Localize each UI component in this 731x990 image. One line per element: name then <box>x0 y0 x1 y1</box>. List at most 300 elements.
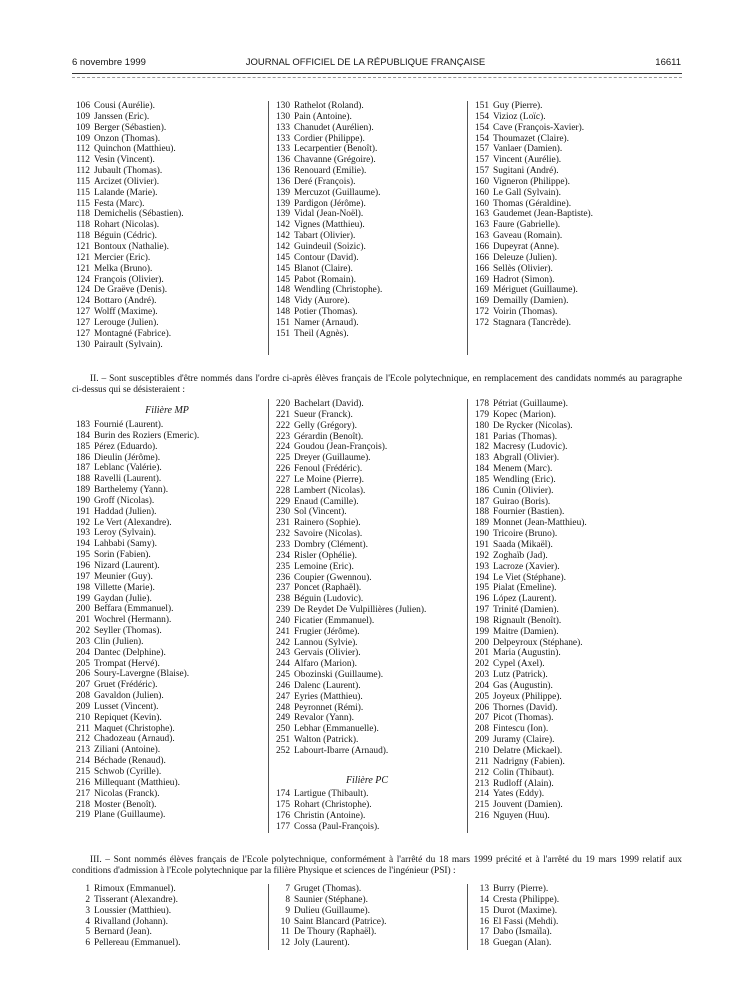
candidate-name: Lutz (Patrick). <box>493 670 548 681</box>
list-item <box>72 659 199 670</box>
candidate-name: Gervais (Olivier). <box>294 648 361 659</box>
candidate-name: Frugier (Jérôme). <box>294 626 360 637</box>
list-item <box>72 518 199 529</box>
candidate-name: Kopec (Marion). <box>493 409 556 420</box>
rank-number: 239 <box>275 605 290 616</box>
list-item <box>471 562 587 573</box>
list-item <box>471 917 559 928</box>
candidate-name: Ficatier (Emmanuel). <box>294 615 375 626</box>
rank-number: 154 <box>474 111 489 122</box>
candidate-name: Maquet (Christophe). <box>94 723 175 734</box>
rank-number: 246 <box>275 680 290 691</box>
candidate-name: Fournié (Laurent). <box>94 420 164 430</box>
rank-number: 235 <box>275 561 290 572</box>
candidate-name: Moster (Benoît). <box>94 799 157 810</box>
list-item <box>272 421 426 432</box>
list-item <box>72 318 184 329</box>
rank-number: 220 <box>275 399 290 409</box>
rank-number: 204 <box>75 647 90 658</box>
rank-number: 184 <box>474 464 489 475</box>
rank-number: 106 <box>75 101 90 111</box>
rank-number: 10 <box>280 916 290 927</box>
rank-number: 9 <box>285 905 290 916</box>
candidate-name: López (Laurent). <box>493 594 557 605</box>
list-item <box>272 329 382 340</box>
rank-number: 112 <box>76 155 90 166</box>
list-item <box>471 188 593 199</box>
rank-number: 206 <box>474 702 489 713</box>
list-item <box>471 605 587 616</box>
candidate-name: Burin des Roziers (Emeric). <box>94 430 200 441</box>
list-item <box>72 895 180 906</box>
candidate-name: Delpeyroux (Stéphane). <box>493 637 583 648</box>
candidate-name: Leblanc (Valérie). <box>94 463 162 474</box>
rank-number: 118 <box>76 220 90 231</box>
rank-number: 115 <box>76 187 90 198</box>
list-item <box>272 583 426 594</box>
list-item <box>471 800 587 811</box>
list-item <box>471 670 587 681</box>
candidate-name: Lambert (Nicolas). <box>294 485 366 496</box>
rank-number: 210 <box>474 746 489 756</box>
list-item <box>471 296 593 307</box>
candidate-name: Blanot (Claire). <box>294 263 353 274</box>
list-item <box>471 112 593 123</box>
rank-number: 142 <box>275 241 290 252</box>
candidate-name: Thomas (Géraldine). <box>493 198 572 209</box>
rank-number: 16 <box>479 916 489 927</box>
list-item <box>72 307 184 318</box>
candidate-name: Pain (Antoine). <box>294 111 352 122</box>
candidate-name: Clin (Julien). <box>94 636 144 647</box>
list-item <box>72 583 199 594</box>
column-divider <box>467 884 468 950</box>
rank-number: 142 <box>275 220 290 231</box>
list-item <box>471 540 587 551</box>
rank-number: 249 <box>275 713 290 724</box>
rank-number: 200 <box>474 637 489 648</box>
candidate-name: Vignes (Matthieu). <box>294 220 365 231</box>
candidate-name: Menem (Marc). <box>493 464 553 475</box>
list-item <box>272 573 426 584</box>
list-item <box>272 518 426 529</box>
candidate-name: Pialat (Emeline). <box>493 583 557 594</box>
list-item <box>471 264 593 275</box>
header-rule <box>72 73 682 74</box>
list-item <box>272 209 382 220</box>
rank-number: 243 <box>275 648 290 659</box>
list-item <box>471 507 587 518</box>
column-divider <box>467 399 468 833</box>
rank-number: 109 <box>75 122 90 133</box>
rank-number: 188 <box>75 474 90 485</box>
candidate-name: Abgrall (Olivier). <box>493 453 560 464</box>
rank-number: 133 <box>275 122 290 133</box>
header-rule-dashed <box>72 77 682 78</box>
list-item <box>471 275 593 286</box>
column-divider <box>268 101 269 355</box>
s3-column-3 <box>471 884 559 949</box>
rank-number: 139 <box>275 198 290 209</box>
rank-number: 6 <box>85 938 90 949</box>
candidate-name: Wendling (Eric). <box>493 474 556 485</box>
list-item <box>272 144 382 155</box>
list-item <box>72 724 199 735</box>
rank-number: 219 <box>75 810 90 821</box>
rank-number: 124 <box>75 285 90 296</box>
list-item <box>72 507 199 518</box>
list-item <box>471 464 587 475</box>
candidate-name: Ziliani (Antoine). <box>94 745 161 756</box>
rank-number: 189 <box>474 518 489 529</box>
list-item <box>471 703 587 714</box>
list-item <box>471 134 593 145</box>
candidate-name: Dantec (Delphine). <box>94 647 166 658</box>
list-item <box>272 155 382 166</box>
list-item <box>272 627 426 638</box>
candidate-name: Gavaldon (Julien). <box>94 691 164 702</box>
candidate-name: Cunin (Olivier). <box>493 485 554 496</box>
column-divider <box>268 399 269 833</box>
rank-number: 236 <box>275 572 290 583</box>
candidate-name: Colin (Thibaut). <box>493 767 554 778</box>
candidate-name: El Fassi (Mehdi). <box>493 916 559 927</box>
list-item <box>471 627 587 638</box>
list-item <box>471 895 559 906</box>
rank-number: 13 <box>479 884 489 894</box>
list-item <box>72 442 199 453</box>
list-item <box>72 431 199 442</box>
candidate-name: Obozinski (Guillaume). <box>294 670 384 681</box>
list-item <box>272 884 386 895</box>
rank-number: 203 <box>75 636 90 647</box>
list-item <box>471 638 587 649</box>
rank-number: 12 <box>280 938 290 949</box>
list-item <box>72 702 199 713</box>
list-item <box>471 757 587 768</box>
rank-number: 176 <box>275 810 290 821</box>
rank-number: 151 <box>275 328 290 339</box>
candidate-name: Gas (Augustin). <box>493 680 553 691</box>
rank-number: 209 <box>75 701 90 712</box>
candidate-name: Groff (Nicolas). <box>94 495 155 506</box>
rank-number: 237 <box>275 583 290 594</box>
rank-number: 151 <box>275 317 290 328</box>
rank-number: 154 <box>474 122 489 133</box>
rank-number: 192 <box>75 517 90 528</box>
rank-number: 188 <box>474 507 489 518</box>
rank-number: 207 <box>75 680 90 691</box>
filiere-pc-heading: Filière PC <box>345 775 389 786</box>
rank-number: 198 <box>75 582 90 593</box>
candidate-name: Sorin (Fabien). <box>94 550 151 561</box>
candidate-name: Labourt-Ibarre (Arnaud). <box>294 746 389 756</box>
rank-number: 208 <box>474 724 489 735</box>
candidate-name: Demailly (Damien). <box>493 296 569 307</box>
rank-number: 222 <box>275 420 290 431</box>
section-3-intro: III. – Sont nommés élèves français de l'Ecole polytechnique, conformément à l'arrêté du 18 mars 1999 précité et à l'arrêté du 19 mars 1999 relatif aux conditions d'admission à l'Ecole polytechnique par la filière Physique et sciences de l'ingénieur (PSI) : <box>72 855 682 876</box>
list-item <box>72 329 184 340</box>
list-item <box>471 906 559 917</box>
list-item <box>471 518 587 529</box>
list-item <box>272 318 382 329</box>
rank-number: 242 <box>275 637 290 648</box>
rank-number: 130 <box>75 339 90 350</box>
list-item <box>272 442 426 453</box>
list-item <box>471 551 587 562</box>
list-item <box>72 134 184 145</box>
list-item <box>471 594 587 605</box>
list-item <box>272 486 426 497</box>
candidate-name: Peyronnet (Rémi). <box>294 702 364 713</box>
rank-number: 182 <box>474 442 489 453</box>
rank-number: 211 <box>76 723 90 734</box>
rank-number: 115 <box>76 176 90 187</box>
list-item <box>272 101 382 112</box>
list-item <box>272 917 386 928</box>
list-item <box>72 474 199 485</box>
candidate-name: Bottaro (André). <box>94 296 157 307</box>
rank-number: 229 <box>275 496 290 507</box>
list-item <box>72 539 199 550</box>
candidate-name: Cave (François-Xavier). <box>493 122 585 133</box>
rank-number: 115 <box>76 198 90 209</box>
list-item <box>72 626 199 637</box>
candidate-name: Fournier (Bastien). <box>493 507 565 518</box>
candidate-name: Lusset (Vincent). <box>94 701 159 712</box>
list-item <box>471 177 593 188</box>
list-item <box>272 703 426 714</box>
list-item <box>272 895 386 906</box>
list-item <box>471 659 587 670</box>
candidate-name: Béguin (Cédric). <box>94 231 158 242</box>
rank-number: 205 <box>75 658 90 669</box>
list-item <box>272 307 382 318</box>
header-date: 6 novembre 1999 <box>72 57 146 68</box>
rank-number: 174 <box>275 789 290 799</box>
candidate-name: Maitre (Damien). <box>493 626 559 637</box>
list-item <box>471 724 587 735</box>
candidate-name: Wolff (Maxime). <box>94 307 158 318</box>
rank-number: 169 <box>474 285 489 296</box>
list-item <box>272 507 426 518</box>
list-item <box>272 166 382 177</box>
list-item <box>272 220 382 231</box>
rank-number: 248 <box>275 702 290 713</box>
rank-number: 228 <box>275 485 290 496</box>
candidate-name: Rivalland (Johann). <box>94 916 168 927</box>
candidate-name: Gaudemet (Jean-Baptiste). <box>493 209 593 220</box>
candidate-name: Revalor (Yann). <box>294 713 354 724</box>
candidate-name: Lalande (Marie). <box>94 187 158 198</box>
list-item <box>72 789 199 800</box>
rank-number: 224 <box>275 442 290 453</box>
filiere-mp-heading: Filière MP <box>145 405 189 416</box>
rank-number: 199 <box>75 593 90 604</box>
list-item <box>272 540 426 551</box>
candidate-name: Chavanne (Grégoire). <box>294 155 376 166</box>
candidate-name: Guegan (Alan). <box>493 938 552 949</box>
list-item <box>471 399 587 410</box>
list-item <box>72 648 199 659</box>
rank-number: 130 <box>275 101 290 111</box>
candidate-name: Onzon (Thomas). <box>94 133 161 144</box>
candidate-name: Festa (Marc). <box>94 198 145 209</box>
candidate-name: Melka (Bruno). <box>94 263 153 274</box>
rank-number: 185 <box>474 474 489 485</box>
candidate-name: Pétriat (Guillaume). <box>493 399 568 409</box>
list-item <box>72 680 199 691</box>
rank-number: 148 <box>275 307 290 318</box>
candidate-name: Wendling (Christophe). <box>294 285 383 296</box>
rank-number: 215 <box>75 767 90 777</box>
rank-number: 177 <box>275 821 290 832</box>
column-divider <box>268 884 269 950</box>
list-item <box>471 779 587 790</box>
rank-number: 210 <box>75 712 90 723</box>
candidate-name: Chadozeau (Arnaud). <box>94 734 175 745</box>
candidate-name: Guindeuil (Soizic). <box>294 241 366 252</box>
list-item <box>272 432 426 443</box>
candidate-name: Bachelart (David). <box>294 399 364 409</box>
candidate-name: Pérez (Eduardo). <box>94 441 158 452</box>
candidate-name: Béguin (Ludovic). <box>294 594 364 605</box>
rank-number: 112 <box>76 144 90 155</box>
rank-number: 187 <box>75 463 90 474</box>
candidate-name: Lahbabi (Samy). <box>94 539 158 550</box>
candidate-name: Pardigon (Jérôme). <box>294 198 366 209</box>
list-item <box>471 746 587 757</box>
rank-number: 223 <box>275 431 290 442</box>
list-item <box>72 561 199 572</box>
rank-number: 17 <box>479 927 489 938</box>
rank-number: 207 <box>474 713 489 724</box>
candidate-name: Janssen (Eric). <box>94 111 150 122</box>
list-item <box>72 938 180 949</box>
list-item <box>471 927 559 938</box>
list-item <box>272 112 382 123</box>
list-item <box>272 551 426 562</box>
s2-column-1 <box>72 420 199 821</box>
list-item <box>272 616 426 627</box>
list-item <box>272 134 382 145</box>
list-item <box>72 615 199 626</box>
rank-number: 109 <box>75 111 90 122</box>
rank-number: 163 <box>474 231 489 242</box>
s2-column-2 <box>272 399 426 757</box>
candidate-name: Vincent (Aurélie). <box>493 155 562 166</box>
list-item <box>272 464 426 475</box>
list-item <box>272 746 426 757</box>
candidate-name: Le Viet (Stéphane). <box>493 572 566 583</box>
candidate-name: Cresta (Philippe). <box>493 894 560 905</box>
rank-number: 189 <box>75 485 90 496</box>
list-item <box>72 166 184 177</box>
rank-number: 250 <box>275 724 290 735</box>
rank-number: 247 <box>275 691 290 702</box>
rank-number: 206 <box>75 669 90 680</box>
candidate-name: Tisserant (Alexandre). <box>94 894 179 905</box>
candidate-name: Le Vert (Alexandre). <box>94 517 172 528</box>
candidate-name: Trinité (Damien). <box>493 605 559 616</box>
candidate-name: Theil (Agnès). <box>294 328 349 339</box>
rank-number: 191 <box>474 539 489 550</box>
rank-number: 179 <box>474 409 489 420</box>
list-item <box>72 463 199 474</box>
rank-number: 172 <box>474 317 489 328</box>
candidate-name: Nizard (Laurent). <box>94 560 160 571</box>
rank-number: 198 <box>474 615 489 626</box>
candidate-name: Tricoire (Bruno). <box>493 529 558 540</box>
rank-number: 15 <box>479 905 489 916</box>
rank-number: 196 <box>474 594 489 605</box>
rank-number: 178 <box>474 399 489 409</box>
candidate-name: Joyeux (Philippe). <box>493 691 562 702</box>
list-item <box>471 681 587 692</box>
candidate-name: Barthelemy (Yann). <box>94 485 169 496</box>
rank-number: 183 <box>75 420 90 430</box>
list-item <box>72 242 184 253</box>
section-2-intro: II. – Sont susceptibles d'être nommés dans l'ordre ci-après élèves français de l'Ecole polytechnique, en remplacement des candidats nommés au paragraphe ci-dessus qui se désisteraient : <box>72 374 682 395</box>
candidate-name: Vigneron (Philippe). <box>493 176 571 187</box>
rank-number: 157 <box>474 144 489 155</box>
rank-number: 136 <box>275 176 290 187</box>
list-item <box>272 264 382 275</box>
candidate-name: Juramy (Claire). <box>493 735 555 746</box>
candidate-name: Gruet (Frédéric). <box>94 680 158 691</box>
candidate-name: Cousi (Aurélie). <box>94 101 155 111</box>
rank-number: 202 <box>75 626 90 637</box>
candidate-name: Durot (Maxime). <box>493 905 558 916</box>
candidate-name: Goudou (Jean-François). <box>294 442 388 453</box>
candidate-name: Zoghaïb (Jad). <box>493 550 548 561</box>
rank-number: 145 <box>275 274 290 285</box>
rank-number: 118 <box>76 231 90 242</box>
rank-number: 199 <box>474 626 489 637</box>
candidate-name: Nicolas (Franck). <box>94 788 160 799</box>
candidate-name: Vesin (Vincent). <box>94 155 155 166</box>
list-item <box>272 231 382 242</box>
list-item <box>272 399 426 410</box>
rank-number: 11 <box>280 927 290 938</box>
candidate-name: Vanlaer (Damien). <box>493 144 563 155</box>
rank-number: 142 <box>275 231 290 242</box>
s2-column-2-pc <box>272 789 379 832</box>
rank-number: 136 <box>275 155 290 166</box>
list-item <box>272 681 426 692</box>
rank-number: 197 <box>75 571 90 582</box>
candidate-name: Lartigue (Thibault). <box>294 789 369 799</box>
rank-number: 216 <box>75 777 90 788</box>
list-item <box>471 199 593 210</box>
rank-number: 112 <box>76 166 90 177</box>
header-page-number: 16611 <box>655 57 681 68</box>
list-item <box>72 253 184 264</box>
header-title: JOURNAL OFFICIEL DE LA RÉPUBLIQUE FRANÇAISE <box>245 57 486 68</box>
rank-number: 196 <box>75 560 90 571</box>
list-item <box>272 410 426 421</box>
list-item <box>272 188 382 199</box>
rank-number: 212 <box>75 734 90 745</box>
candidate-name: Maria (Augustin). <box>493 648 561 659</box>
list-item <box>471 231 593 242</box>
rank-number: 214 <box>75 756 90 767</box>
list-item <box>471 166 593 177</box>
list-item <box>72 144 184 155</box>
rank-number: 160 <box>474 198 489 209</box>
rank-number: 215 <box>474 800 489 811</box>
candidate-name: Stagnara (Tancrède). <box>493 317 571 328</box>
